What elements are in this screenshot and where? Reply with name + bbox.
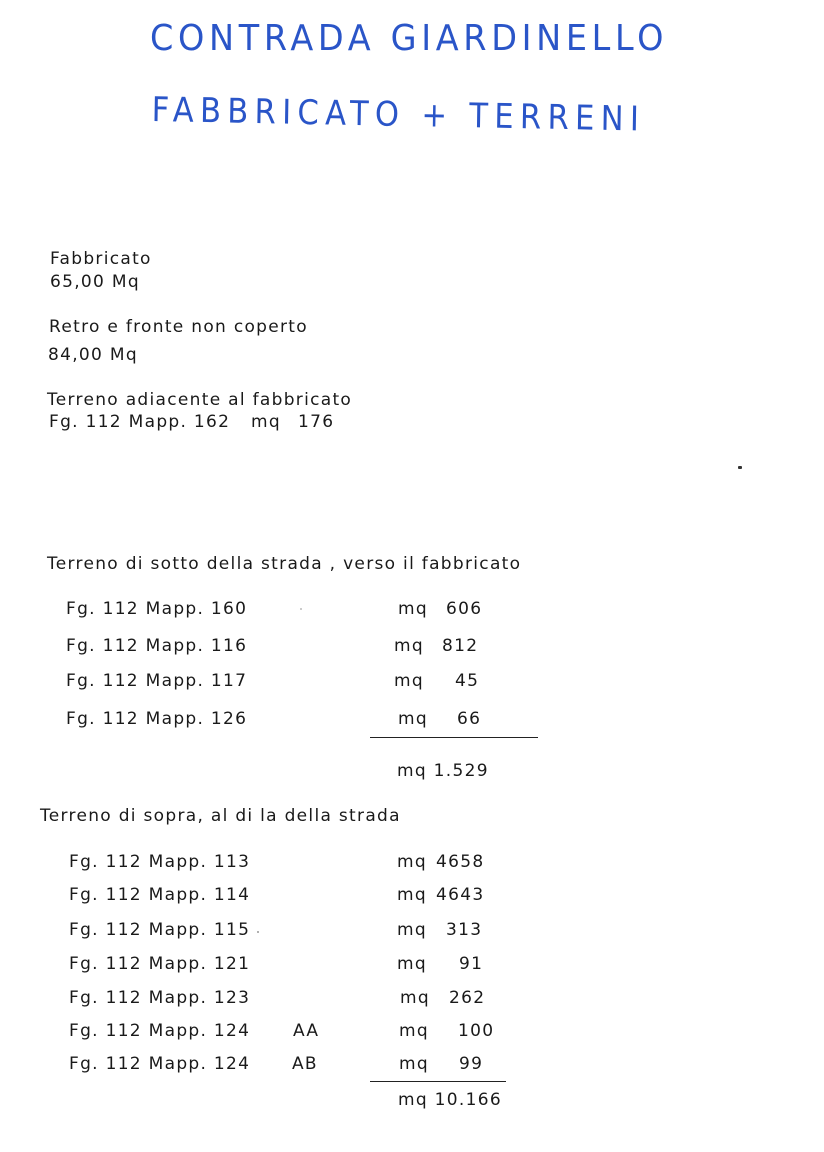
- sopra-row-unit: mq: [397, 885, 427, 905]
- sotto-row-area: 66: [457, 709, 482, 729]
- sopra-row-parcel: Fg. 112 Mapp. 124: [69, 1054, 251, 1074]
- sopra-row-parcel: Fg. 112 Mapp. 121: [69, 954, 251, 974]
- sopra-row-area: 4658: [436, 852, 485, 872]
- sotto-total-rule: [370, 737, 538, 738]
- scan-speck: [300, 608, 302, 610]
- sotto-row-parcel: Fg. 112 Mapp. 160: [66, 599, 248, 619]
- sopra-total-rule: [370, 1081, 506, 1082]
- retro-label: Retro e fronte non coperto: [49, 317, 308, 337]
- sotto-total: mq 1.529: [397, 761, 489, 781]
- adiacente-area: 176: [298, 412, 335, 432]
- sopra-row-area: 99: [459, 1054, 484, 1074]
- sopra-row-area: 262: [449, 988, 486, 1008]
- sotto-heading: Terreno di sotto della strada , verso il fabbricato: [47, 554, 522, 574]
- adiacente-unit: mq: [251, 412, 281, 432]
- fabbricato-value: 65,00 Mq: [50, 272, 140, 292]
- sopra-row-sub: AA: [293, 1021, 320, 1041]
- fabbricato-label: Fabbricato: [50, 249, 152, 269]
- sopra-row-unit: mq: [400, 988, 430, 1008]
- sopra-row-area: 313: [446, 920, 483, 940]
- sopra-row-unit: mq: [397, 920, 427, 940]
- sotto-row-area: 812: [442, 636, 479, 656]
- adiacente-label: Terreno adiacente al fabbricato: [47, 390, 353, 410]
- sopra-row-parcel: Fg. 112 Mapp. 124: [69, 1021, 251, 1041]
- sotto-row-unit: mq: [394, 636, 424, 656]
- sopra-row-parcel: Fg. 112 Mapp. 115: [69, 920, 251, 940]
- sopra-row-unit: mq: [397, 852, 427, 872]
- sotto-row-area: 606: [446, 599, 483, 619]
- sopra-row-unit: mq: [399, 1054, 429, 1074]
- sopra-row-parcel: Fg. 112 Mapp. 113: [69, 852, 251, 872]
- scan-speck: [257, 931, 259, 933]
- handwritten-title-line1: CONTRADA GIARDINELLO: [150, 18, 669, 59]
- sopra-row-unit: mq: [399, 1021, 429, 1041]
- sotto-row-unit: mq: [394, 671, 424, 691]
- sotto-row-parcel: Fg. 112 Mapp. 126: [66, 709, 248, 729]
- sopra-row-sub: AB: [292, 1054, 318, 1074]
- sotto-row-unit: mq: [398, 599, 428, 619]
- sopra-row-parcel: Fg. 112 Mapp. 114: [69, 885, 251, 905]
- sotto-row-parcel: Fg. 112 Mapp. 116: [66, 636, 248, 656]
- sopra-row-unit: mq: [397, 954, 427, 974]
- sotto-row-unit: mq: [398, 709, 428, 729]
- sopra-row-parcel: Fg. 112 Mapp. 123: [69, 988, 251, 1008]
- adiacente-parcel: Fg. 112 Mapp. 162: [49, 412, 231, 432]
- sotto-row-parcel: Fg. 112 Mapp. 117: [66, 671, 248, 691]
- retro-value: 84,00 Mq: [48, 345, 138, 365]
- sopra-row-area: 4643: [436, 885, 485, 905]
- sotto-row-area: 45: [455, 671, 480, 691]
- sopra-row-area: 91: [459, 954, 484, 974]
- sopra-total: mq 10.166: [398, 1090, 502, 1110]
- scan-speck: [738, 466, 742, 469]
- handwritten-title-line2: FABBRICATO + TERRENI: [151, 90, 646, 140]
- sopra-heading: Terreno di sopra, al di la della strada: [40, 806, 401, 826]
- sopra-row-area: 100: [458, 1021, 495, 1041]
